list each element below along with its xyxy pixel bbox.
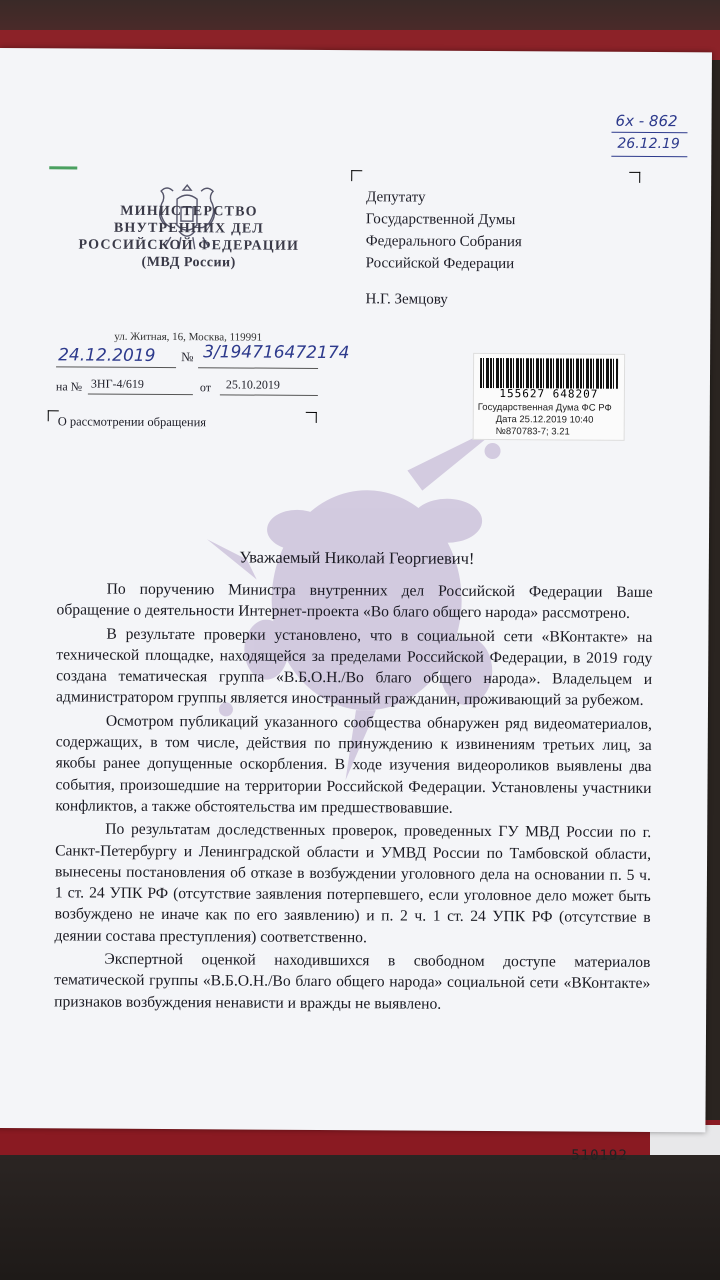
- salutation: Уважаемый Николай Георгиевич!: [239, 547, 475, 568]
- stamp-line-1: Государственная Дума ФС РФ: [477, 401, 612, 414]
- reference-date: 25.10.2019: [225, 377, 280, 392]
- registration-number: 510192: [571, 1147, 628, 1164]
- org-line-1: МИНИСТЕРСТВО: [120, 203, 258, 220]
- org-line-4: (МВД России): [141, 254, 236, 271]
- recipient-line-3: Федерального Собрания: [365, 233, 522, 251]
- incoming-date: 26.12.19: [617, 135, 680, 153]
- recipient-line-4: Российской Федерации: [365, 255, 515, 273]
- org-line-3: РОССИЙСКОЙ ФЕДЕРАЦИИ: [78, 237, 300, 254]
- reference-from: от: [199, 380, 212, 395]
- recipient-name: Н.Г. Земцову: [365, 291, 448, 308]
- org-line-2: ВНУТРЕННИХ ДЕЛ: [113, 220, 264, 237]
- paragraph: По поручению Министра внутренних дел Российской Федерации Ваше обращение о деятельности Интернет-проекта «Во благо общего народа» рассмотрено.: [56, 580, 653, 623]
- number-prefix: №: [181, 349, 194, 365]
- barcode: [480, 358, 618, 389]
- incoming-number: 6х - 862: [615, 111, 678, 131]
- letter-body: [54, 578, 653, 1018]
- ref-date-underline: [220, 394, 318, 396]
- paragraph: По результатам доследственных проверок, проведенных ГУ МВД России по г. Санкт-Петербургу и Ленинградской области и УМВД России по Тамбовской области, вынесены постановления об отказе в возбуждении уголовного дела на основании п. 5 ч. 1 ст. 24 УПК РФ (отсутствие заявления потерпевшего, если уголовное дело может быть возбуждено не иначе как по его заявлению) и п. 2 ч. 1 ст. 24 УПК РФ (отсутствие в деянии состава преступления) соответственно.: [54, 820, 652, 947]
- stamp-line-2: Дата 25.12.2019 10:40: [495, 414, 594, 426]
- paragraph: Экспертной оценкой находившихся в свободном доступе материалов тематической группы «В.Б.О.Н./Во благо общего народа» социальной сети «ВКонтакте» признаков возбуждения ненависти и вражды не выявлено.: [54, 950, 651, 1013]
- paragraph: В результате проверки установлено, что в социальной сети «ВКонтакте» на технической площадке, находящейся за пределами Российской Федерации, в 2019 году создана тематическая группа «В.Б.О.Н./Во благо общего народа». Владельцем и администратором группы является иностранный гражданин, проживающий за рубежом.: [55, 625, 653, 710]
- recipient-bracket-right: [629, 172, 640, 183]
- letter-page: [0, 48, 712, 1164]
- subject-bracket-right: [306, 412, 317, 423]
- reference-number: 3НГ-4/619: [90, 376, 144, 391]
- ref-underline: [88, 394, 193, 396]
- reference-prefix: на №: [55, 379, 83, 394]
- recipient-line-1: Депутату: [366, 189, 426, 206]
- stamp-line-3: №870783-7; 3.21: [495, 426, 570, 438]
- table-surface: [0, 1155, 720, 1280]
- green-pen-mark: [49, 166, 77, 169]
- paragraph: Осмотром публикаций указанного сообщества обнаружен ряд видеоматериалов, содержащих, в том числе, действия по принуждению к извинениям третьих лиц, за якобы ранее допущенные оскорбления. В ходе изучения видеороликов выявлены два события, произошедшие на территории Российской Федерации. Установлены участники конфликтов, а также обстоятельства им предшествовавшие.: [55, 712, 652, 817]
- registration-stamp: [473, 353, 626, 441]
- recipient-block: [365, 186, 522, 311]
- barcode-number: 155627 648207: [499, 387, 599, 401]
- recipient-bracket-left: [351, 170, 362, 181]
- date-underline: [56, 366, 176, 368]
- recipient-line-2: Государственной Думы: [365, 211, 516, 229]
- outgoing-number: 3/194716472174: [203, 342, 350, 364]
- number-underline: [198, 367, 318, 369]
- incoming-underline: [611, 156, 687, 157]
- incoming-divider: [611, 132, 687, 133]
- outgoing-date: 24.12.2019: [58, 345, 156, 366]
- letter-subject: О рассмотрении обращения: [57, 414, 207, 430]
- org-address: ул. Житная, 16, Москва, 119991: [114, 330, 263, 344]
